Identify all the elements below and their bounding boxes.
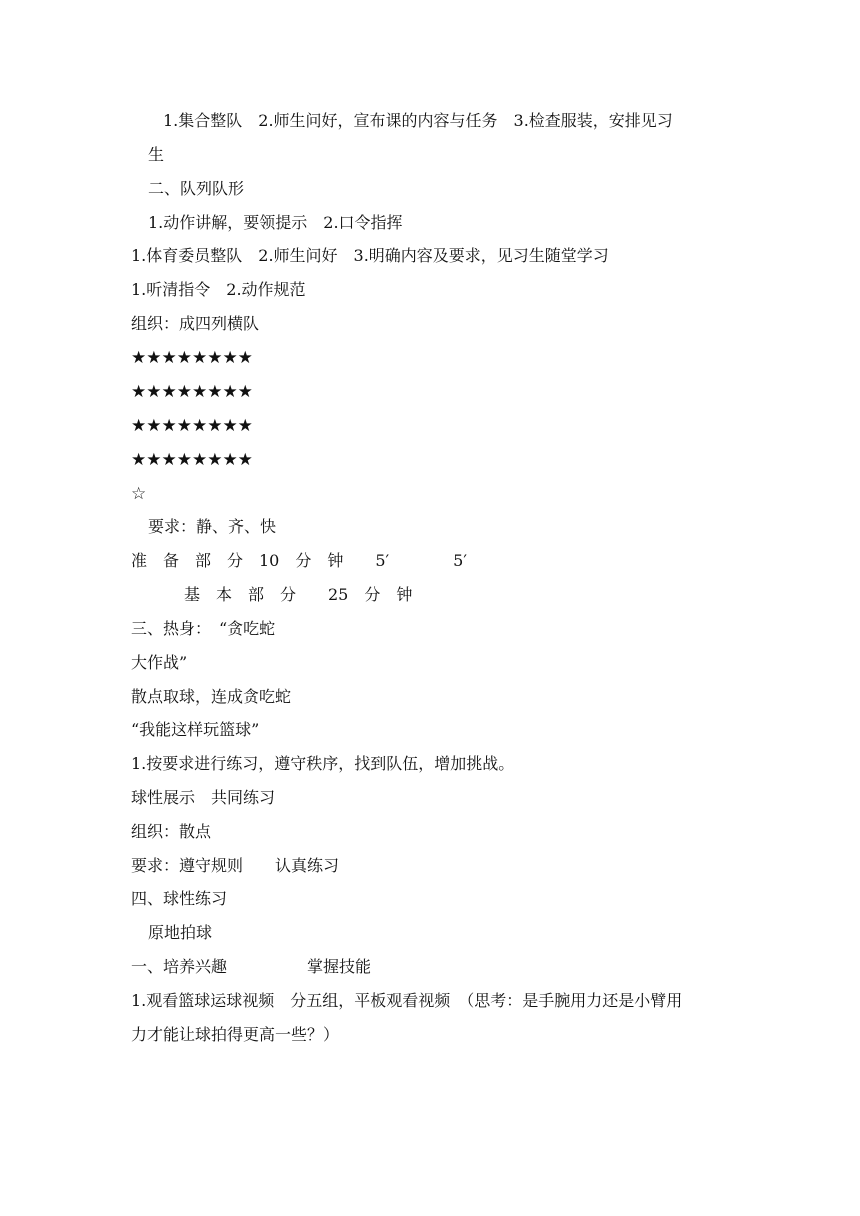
text-line-15: 基 本 部 分 25 分 钟: [184, 585, 413, 604]
text-line-22: 组织：散点: [131, 822, 212, 841]
formation-row-3: ★★★★★★★★: [131, 416, 253, 436]
formation-row-2: ★★★★★★★★: [131, 382, 253, 402]
teacher-position-star: ☆: [131, 484, 147, 504]
section-heading-warmup: 三、热身： “贪吃蛇: [131, 619, 276, 638]
formation-row-1: ★★★★★★★★: [131, 348, 253, 368]
text-line-21: 球性展示 共同练习: [131, 788, 276, 807]
text-line-2: 生: [148, 145, 165, 164]
text-line-28: 力才能让球拍得更高一些？）: [131, 1025, 340, 1044]
text-line-17: 大作战”: [131, 653, 188, 672]
text-line-25: 原地拍球: [148, 923, 213, 942]
text-line-4: 1.动作讲解，要领提示 2.口令指挥: [148, 213, 403, 232]
text-line-19: “我能这样玩篮球”: [131, 720, 260, 739]
text-line-6: 1.听清指令 2.动作规范: [131, 280, 306, 299]
text-line-13: 要求：静、齐、快: [148, 517, 277, 536]
text-line-26: 一、培养兴趣 掌握技能: [131, 957, 372, 976]
section-heading-ball: 四、球性练习: [131, 889, 228, 908]
text-line-23: 要求：遵守规则 认真练习: [131, 856, 340, 875]
text-line-18: 散点取球，连成贪吃蛇: [131, 687, 292, 706]
text-line-14: 准 备 部 分 10 分 钟 5′ 5′: [131, 551, 467, 570]
text-line-7: 组织：成四列横队: [131, 314, 260, 333]
formation-row-4: ★★★★★★★★: [131, 450, 253, 470]
text-line-20: 1.按要求进行练习，遵守秩序，找到队伍，增加挑战。: [131, 754, 515, 773]
text-line-1: 1.集合整队 2.师生问好，宣布课的内容与任务 3.检查服装，安排见习: [163, 111, 673, 130]
text-line-5: 1.体育委员整队 2.师生问好 3.明确内容及要求，见习生随堂学习: [131, 246, 609, 265]
text-line-27: 1.观看篮球运球视频 分五组，平板观看视频 （思考：是手腕用力还是小臂用: [131, 991, 683, 1010]
section-heading-queue: 二、队列队形: [148, 179, 245, 198]
